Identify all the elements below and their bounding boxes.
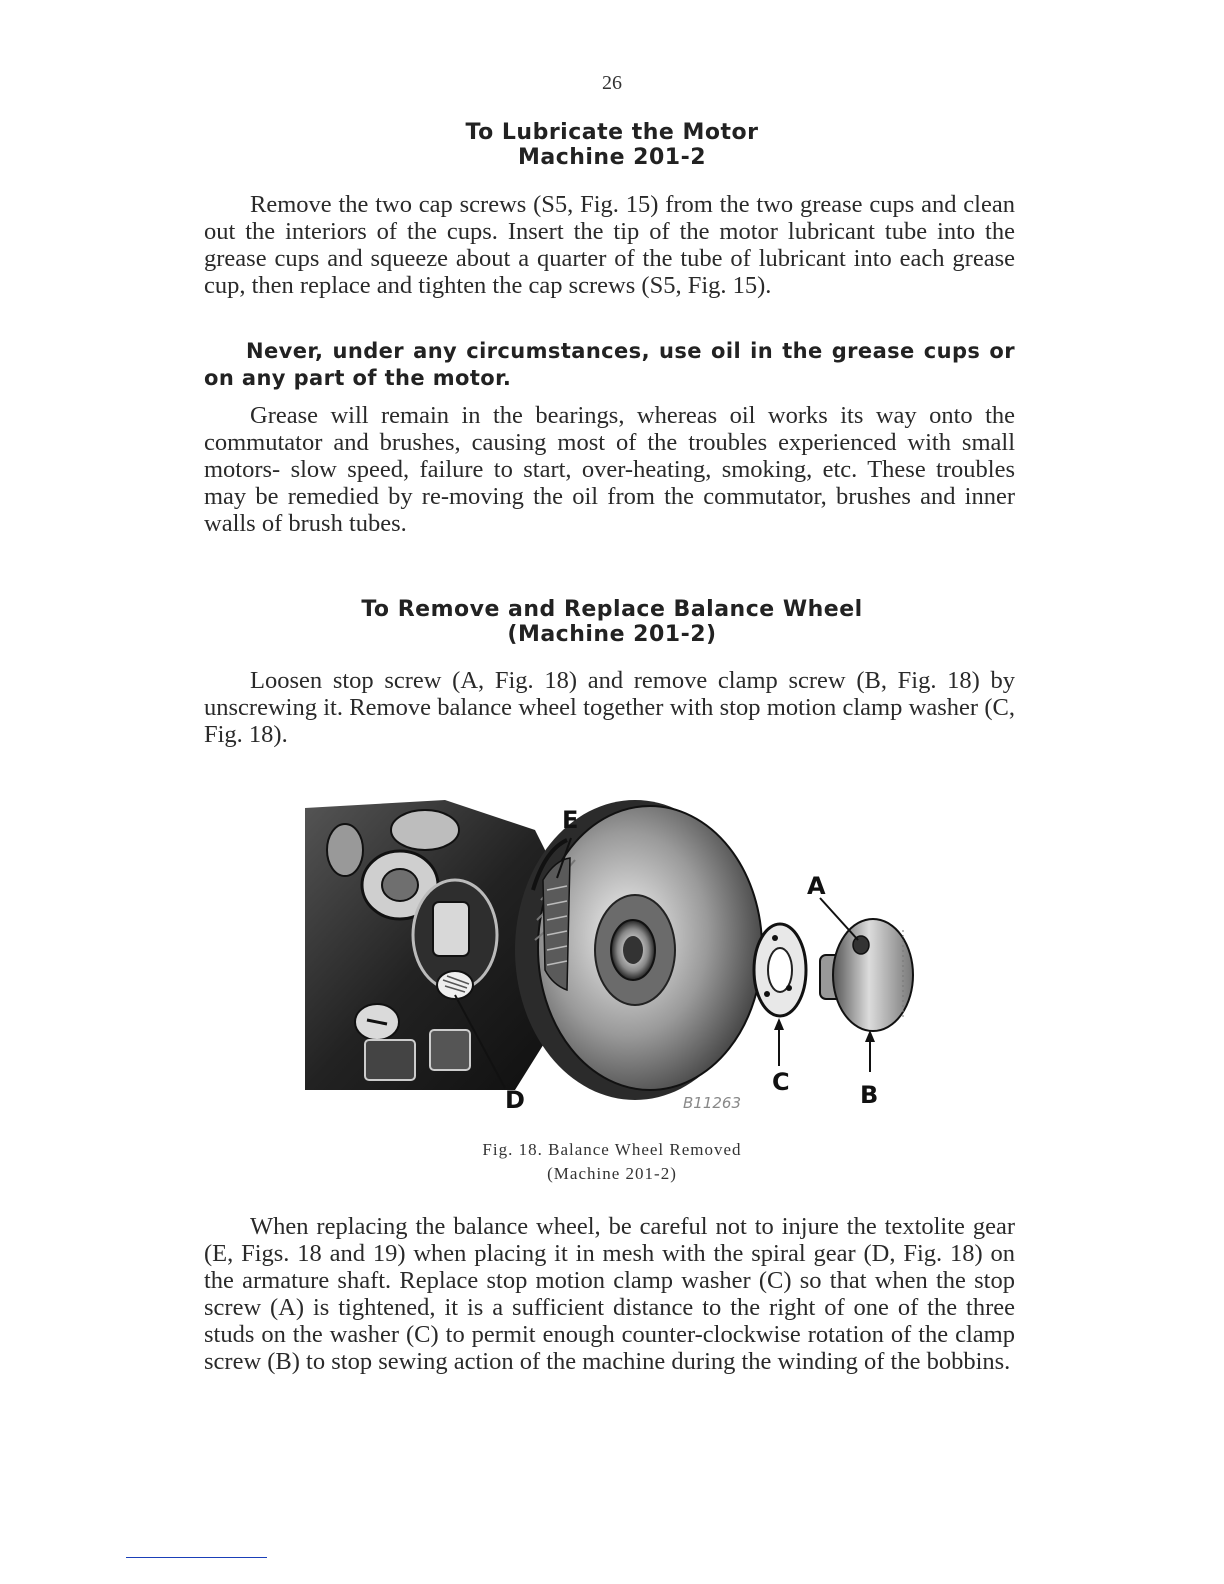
label-e: E (562, 806, 579, 834)
section-title-line-1: To Lubricate the Motor (465, 120, 759, 145)
label-b: B (860, 1081, 879, 1109)
spiral-gear (437, 971, 473, 999)
section-title-balance-wheel (0, 597, 1224, 647)
label-a: A (807, 872, 826, 900)
figure-code: B11263 (683, 1094, 742, 1112)
section-title-line-2: (Machine 201-2) (507, 622, 717, 647)
paragraph-grease-vs-oil: Grease will remain in the bearings, whereas oil works its way onto the commutator and brushes, causing most of the troubles experienced with small motors- slow speed, failure to start, over-heating, smoking, etc. These troubles may be remedied by re-moving the oil from the commutator, brushes and inner walls of brush tubes. (204, 402, 1015, 537)
balance-wheel-illustration (305, 790, 917, 1118)
figure-caption-line-2: (Machine 201-2) (547, 1164, 677, 1183)
label-d: D (505, 1086, 525, 1114)
section-title-line-2: Machine 201-2 (517, 145, 707, 170)
footnote-rule (126, 1557, 267, 1558)
leader-a (820, 898, 858, 940)
label-c: C (772, 1068, 790, 1096)
figure-caption-line-1: Fig. 18. Balance Wheel Removed (482, 1140, 742, 1159)
paragraph-replace-balance-wheel: When replacing the balance wheel, be careful not to injure the textolite gear (E, Figs. 18 and 19) when placing it in mesh with the spiral gear (D, Fig. 18) on the armature shaft. Replace stop motion clamp washer (C) so that when the stop screw (A) is tightened, it is a sufficient distance to the right of one of the three studs on the washer (C) to permit enough counter-clockwise rotation of the clamp screw (B) to stop sewing action of the machine during the winding of the bobbins. (204, 1213, 1015, 1375)
section-title-line-1: To Remove and Replace Balance Wheel (361, 597, 863, 622)
clamp-screw (820, 919, 913, 1031)
page-number: 26 (602, 72, 622, 94)
figure-caption (0, 1138, 1224, 1186)
section-title-lubricate-motor (0, 120, 1224, 170)
paragraph-remove-balance-wheel: Loosen stop screw (A, Fig. 18) and remove clamp screw (B, Fig. 18) by unscrewing it. Remove balance wheel together with stop motion clamp washer (C, Fig. 18). (204, 667, 1015, 748)
clamp-washer (754, 924, 806, 1016)
warning-no-oil: Never, under any circumstances, use oil in the grease cups or on any part of the motor. (204, 339, 1015, 390)
paragraph-lubricate-motor: Remove the two cap screws (S5, Fig. 15) from the two grease cups and clean out the interiors of the cups. Insert the tip of the motor lubricant tube into the grease cups and squeeze about a quarter of the tube of lubricant into each grease cup, then replace and tighten the cap screws (S5, Fig. 15). (204, 191, 1015, 299)
balance-wheel-figure (305, 790, 917, 1118)
